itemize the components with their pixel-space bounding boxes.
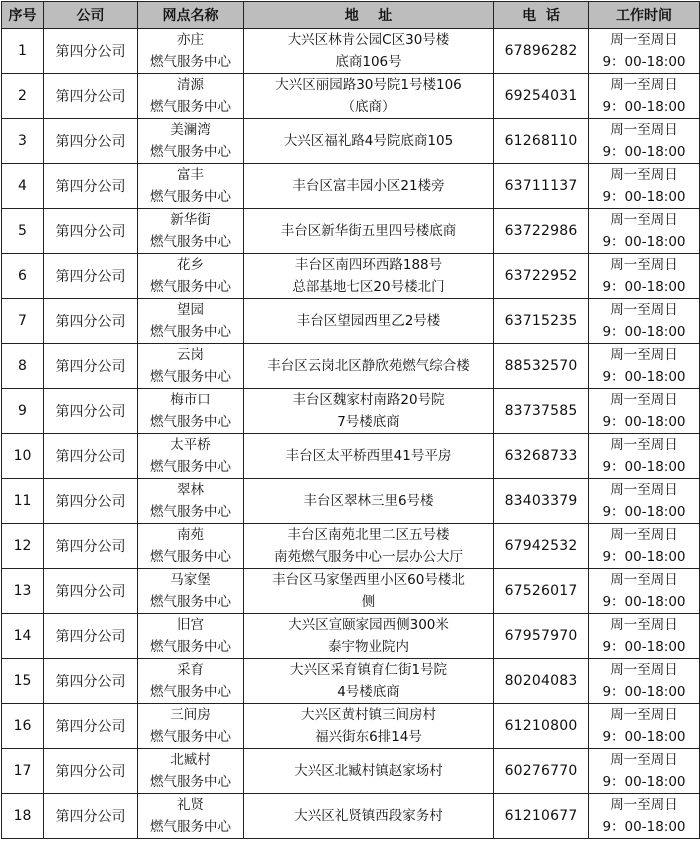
- address-cell: [244, 389, 494, 434]
- table-row: [2, 389, 700, 434]
- hours-cell: [589, 749, 700, 794]
- hours-cell: [589, 704, 700, 749]
- phone-cell: 61210800: [494, 704, 589, 749]
- site-name-line: 燃气服务中心: [150, 414, 231, 430]
- company-cell: 第四分公司: [44, 794, 138, 839]
- phone-cell: 60276770: [494, 749, 589, 794]
- header-site-name: 网点名称: [138, 2, 244, 29]
- address-cell: [244, 434, 494, 479]
- site-name-line: 燃气服务中心: [150, 774, 231, 790]
- phone-cell: 61268110: [494, 119, 589, 164]
- hours-line: 周一至周日: [610, 167, 678, 183]
- company-cell: 第四分公司: [44, 29, 138, 74]
- address-cell: [244, 254, 494, 299]
- site-name-line: 燃气服务中心: [150, 54, 231, 70]
- site-name-line: 燃气服务中心: [150, 459, 231, 475]
- company-cell: 第四分公司: [44, 434, 138, 479]
- address-line: 丰台区南四环西路188号: [294, 257, 443, 273]
- company-cell: 第四分公司: [44, 524, 138, 569]
- site-name-line: 三间房: [170, 707, 211, 723]
- phone-cell: 63722986: [494, 209, 589, 254]
- site-name-line: 旧宫: [177, 617, 204, 633]
- phone-cell: 67526017: [494, 569, 589, 614]
- address-line: 丰台区翠林三里6号楼: [303, 493, 434, 509]
- address-cell: [244, 659, 494, 704]
- company-cell: 第四分公司: [44, 119, 138, 164]
- hours-cell: [589, 209, 700, 254]
- hours-line: 9：00-18:00: [602, 459, 686, 475]
- site-name-line: 马家堡: [170, 572, 211, 588]
- address-line: 丰台区太平桥西里41号平房: [285, 448, 452, 464]
- hours-line: 9：00-18:00: [602, 369, 686, 385]
- site-name-cell: [138, 659, 244, 704]
- hours-line: 周一至周日: [610, 662, 678, 678]
- phone-cell: 67896282: [494, 29, 589, 74]
- site-name-line: 花乡: [177, 257, 204, 273]
- site-name-line: 翠林: [177, 482, 204, 498]
- hours-line: 周一至周日: [610, 617, 678, 633]
- hours-line: 9：00-18:00: [602, 819, 686, 835]
- header-row: [2, 2, 700, 29]
- row-index: 12: [2, 524, 44, 569]
- hours-line: 周一至周日: [610, 707, 678, 723]
- hours-line: 周一至周日: [610, 257, 678, 273]
- site-name-cell: [138, 614, 244, 659]
- hours-line: 周一至周日: [610, 527, 678, 543]
- site-name-cell: [138, 254, 244, 299]
- site-name-line: 燃气服务中心: [150, 144, 231, 160]
- company-cell: 第四分公司: [44, 659, 138, 704]
- address-cell: [244, 29, 494, 74]
- address-line: 底商106号: [335, 54, 402, 70]
- company-cell: 第四分公司: [44, 389, 138, 434]
- company-cell: 第四分公司: [44, 299, 138, 344]
- service-center-table: [1, 1, 700, 839]
- table-row: [2, 74, 700, 119]
- address-cell: [244, 119, 494, 164]
- hours-line: 周一至周日: [610, 572, 678, 588]
- address-cell: [244, 614, 494, 659]
- address-cell: [244, 794, 494, 839]
- row-index: 11: [2, 479, 44, 524]
- address-line: （底商）: [341, 99, 396, 115]
- site-name-cell: [138, 209, 244, 254]
- address-line: 丰台区新华街五里四号楼底商: [280, 223, 457, 239]
- address-cell: [244, 74, 494, 119]
- address-cell: [244, 479, 494, 524]
- site-name-cell: [138, 299, 244, 344]
- address-cell: [244, 209, 494, 254]
- row-index: 3: [2, 119, 44, 164]
- hours-line: 9：00-18:00: [602, 414, 686, 430]
- company-cell: 第四分公司: [44, 479, 138, 524]
- row-index: 9: [2, 389, 44, 434]
- phone-cell: 63722952: [494, 254, 589, 299]
- hours-cell: [589, 344, 700, 389]
- hours-cell: [589, 524, 700, 569]
- address-cell: [244, 344, 494, 389]
- site-name-cell: [138, 389, 244, 434]
- site-name-line: 富丰: [177, 167, 204, 183]
- hours-line: 9：00-18:00: [602, 594, 686, 610]
- address-line: 侧: [361, 594, 376, 610]
- site-name-line: 采育: [177, 662, 204, 678]
- phone-cell: 69254031: [494, 74, 589, 119]
- phone-cell: 80204083: [494, 659, 589, 704]
- hours-cell: [589, 614, 700, 659]
- header-hours: 工作时间: [589, 2, 700, 29]
- hours-cell: [589, 434, 700, 479]
- address-line: 泰宇物业院内: [328, 639, 409, 655]
- site-name-line: 燃气服务中心: [150, 234, 231, 250]
- site-name-line: 燃气服务中心: [150, 279, 231, 295]
- site-name-line: 燃气服务中心: [150, 504, 231, 520]
- phone-cell: 83403379: [494, 479, 589, 524]
- address-line: 大兴区林肯公园C区30号楼: [287, 32, 450, 48]
- site-name-cell: [138, 704, 244, 749]
- site-name-cell: [138, 29, 244, 74]
- row-index: 15: [2, 659, 44, 704]
- address-line: 大兴区丽园路30号院1号楼106: [275, 77, 462, 93]
- site-name-line: 燃气服务中心: [150, 819, 231, 835]
- address-cell: [244, 749, 494, 794]
- address-cell: [244, 704, 494, 749]
- table-row: [2, 614, 700, 659]
- company-cell: 第四分公司: [44, 254, 138, 299]
- row-index: 8: [2, 344, 44, 389]
- site-name-line: 望园: [177, 302, 204, 318]
- address-line: 4号楼底商: [337, 684, 400, 700]
- site-name-cell: [138, 794, 244, 839]
- hours-line: 周一至周日: [610, 392, 678, 408]
- hours-line: 周一至周日: [610, 437, 678, 453]
- hours-line: 9：00-18:00: [602, 54, 686, 70]
- site-name-line: 云岗: [177, 347, 204, 363]
- row-index: 13: [2, 569, 44, 614]
- table-header: [2, 2, 700, 29]
- site-name-cell: [138, 434, 244, 479]
- table-row: [2, 434, 700, 479]
- address-line: 福兴街东6排14号: [315, 729, 422, 745]
- hours-cell: [589, 659, 700, 704]
- hours-line: 9：00-18:00: [602, 549, 686, 565]
- hours-line: 9：00-18:00: [602, 279, 686, 295]
- address-line: 丰台区望园西里乙2号楼: [296, 313, 441, 329]
- hours-line: 周一至周日: [610, 347, 678, 363]
- table-row: [2, 794, 700, 839]
- site-name-line: 燃气服务中心: [150, 549, 231, 565]
- company-cell: 第四分公司: [44, 344, 138, 389]
- header-index: 序号: [2, 2, 44, 29]
- header-phone: 电 话: [494, 2, 589, 29]
- hours-line: 周一至周日: [610, 302, 678, 318]
- address-line: 丰台区南苑北里二区五号楼: [287, 527, 450, 543]
- hours-line: 9：00-18:00: [602, 729, 686, 745]
- row-index: 10: [2, 434, 44, 479]
- phone-cell: 63715235: [494, 299, 589, 344]
- hours-line: 周一至周日: [610, 77, 678, 93]
- address-line: 大兴区黄村镇三间房村: [301, 707, 436, 723]
- address-line: 大兴区福礼路4号院底商105: [283, 133, 454, 149]
- address-line: 丰台区云岗北区静欣苑燃气综合楼: [267, 358, 470, 374]
- site-name-cell: [138, 119, 244, 164]
- company-cell: 第四分公司: [44, 704, 138, 749]
- table-row: [2, 479, 700, 524]
- row-index: 17: [2, 749, 44, 794]
- hours-cell: [589, 389, 700, 434]
- address-line: 大兴区宣颐家园西侧300米: [288, 617, 449, 633]
- header-address: 地 址: [244, 2, 494, 29]
- phone-cell: 83737585: [494, 389, 589, 434]
- row-index: 1: [2, 29, 44, 74]
- table-row: [2, 704, 700, 749]
- hours-cell: [589, 119, 700, 164]
- site-name-line: 燃气服务中心: [150, 324, 231, 340]
- hours-cell: [589, 29, 700, 74]
- site-name-line: 燃气服务中心: [150, 729, 231, 745]
- hours-line: 9：00-18:00: [602, 504, 686, 520]
- hours-line: 周一至周日: [610, 122, 678, 138]
- address-cell: [244, 164, 494, 209]
- table-row: [2, 524, 700, 569]
- company-cell: 第四分公司: [44, 614, 138, 659]
- hours-line: 周一至周日: [610, 797, 678, 813]
- hours-line: 9：00-18:00: [602, 639, 686, 655]
- company-cell: 第四分公司: [44, 164, 138, 209]
- table-row: [2, 209, 700, 254]
- hours-line: 9：00-18:00: [602, 684, 686, 700]
- site-name-line: 燃气服务中心: [150, 594, 231, 610]
- address-line: 丰台区富丰园小区21楼旁: [292, 178, 445, 194]
- site-name-cell: [138, 569, 244, 614]
- site-name-line: 美澜湾: [170, 122, 211, 138]
- phone-cell: 67957970: [494, 614, 589, 659]
- table-row: [2, 749, 700, 794]
- site-name-cell: [138, 524, 244, 569]
- header-company: 公司: [44, 2, 138, 29]
- site-name-cell: [138, 164, 244, 209]
- site-name-line: 燃气服务中心: [150, 189, 231, 205]
- hours-cell: [589, 479, 700, 524]
- row-index: 16: [2, 704, 44, 749]
- address-line: 大兴区礼贤镇西段家务村: [294, 808, 443, 824]
- hours-line: 9：00-18:00: [602, 324, 686, 340]
- address-cell: [244, 299, 494, 344]
- site-name-line: 清源: [177, 77, 204, 93]
- table-row: [2, 29, 700, 74]
- phone-cell: 88532570: [494, 344, 589, 389]
- hours-line: 9：00-18:00: [602, 189, 686, 205]
- hours-cell: [589, 299, 700, 344]
- site-name-line: 太平桥: [170, 437, 211, 453]
- hours-line: 周一至周日: [610, 752, 678, 768]
- table-row: [2, 569, 700, 614]
- company-cell: 第四分公司: [44, 749, 138, 794]
- hours-cell: [589, 254, 700, 299]
- address-line: 大兴区采育镇育仁街1号院: [289, 662, 448, 678]
- hours-cell: [589, 164, 700, 209]
- site-name-line: 燃气服务中心: [150, 369, 231, 385]
- hours-line: 9：00-18:00: [602, 144, 686, 160]
- row-index: 14: [2, 614, 44, 659]
- company-cell: 第四分公司: [44, 74, 138, 119]
- hours-line: 9：00-18:00: [602, 99, 686, 115]
- address-line: 大兴区北臧村镇赵家场村: [294, 763, 443, 779]
- site-name-line: 梅市口: [170, 392, 211, 408]
- table-row: [2, 344, 700, 389]
- site-name-cell: [138, 74, 244, 119]
- phone-cell: 67942532: [494, 524, 589, 569]
- site-name-line: 亦庄: [177, 32, 204, 48]
- table-row: [2, 119, 700, 164]
- site-name-line: 燃气服务中心: [150, 99, 231, 115]
- hours-line: 周一至周日: [610, 482, 678, 498]
- table-body: [2, 29, 700, 839]
- hours-line: 9：00-18:00: [602, 774, 686, 790]
- site-name-line: 北臧村: [170, 752, 211, 768]
- site-name-cell: [138, 479, 244, 524]
- row-index: 6: [2, 254, 44, 299]
- site-name-line: 新华街: [170, 212, 211, 228]
- phone-cell: 61210677: [494, 794, 589, 839]
- phone-cell: 63268733: [494, 434, 589, 479]
- site-name-line: 南苑: [177, 527, 204, 543]
- table-row: [2, 254, 700, 299]
- table-row: [2, 164, 700, 209]
- site-name-cell: [138, 344, 244, 389]
- site-name-cell: [138, 749, 244, 794]
- hours-cell: [589, 74, 700, 119]
- address-line: 南苑燃气服务中心一层办公大厅: [274, 549, 463, 565]
- row-index: 5: [2, 209, 44, 254]
- company-cell: 第四分公司: [44, 569, 138, 614]
- hours-line: 9：00-18:00: [602, 234, 686, 250]
- hours-cell: [589, 794, 700, 839]
- address-line: 总部基地七区20号楼北门: [292, 279, 445, 295]
- row-index: 7: [2, 299, 44, 344]
- hours-cell: [589, 569, 700, 614]
- row-index: 2: [2, 74, 44, 119]
- table-row: [2, 659, 700, 704]
- site-name-line: 燃气服务中心: [150, 639, 231, 655]
- site-name-line: 燃气服务中心: [150, 684, 231, 700]
- address-cell: [244, 524, 494, 569]
- hours-line: 周一至周日: [610, 212, 678, 228]
- phone-cell: 63711137: [494, 164, 589, 209]
- address-line: 丰台区魏家村南路20号院: [292, 392, 445, 408]
- address-cell: [244, 569, 494, 614]
- company-cell: 第四分公司: [44, 209, 138, 254]
- hours-line: 周一至周日: [610, 32, 678, 48]
- row-index: 4: [2, 164, 44, 209]
- row-index: 18: [2, 794, 44, 839]
- table-row: [2, 299, 700, 344]
- site-name-line: 礼贤: [177, 797, 204, 813]
- address-line: 丰台区马家堡西里小区60号楼北: [272, 572, 465, 588]
- address-line: 7号楼底商: [337, 414, 400, 430]
